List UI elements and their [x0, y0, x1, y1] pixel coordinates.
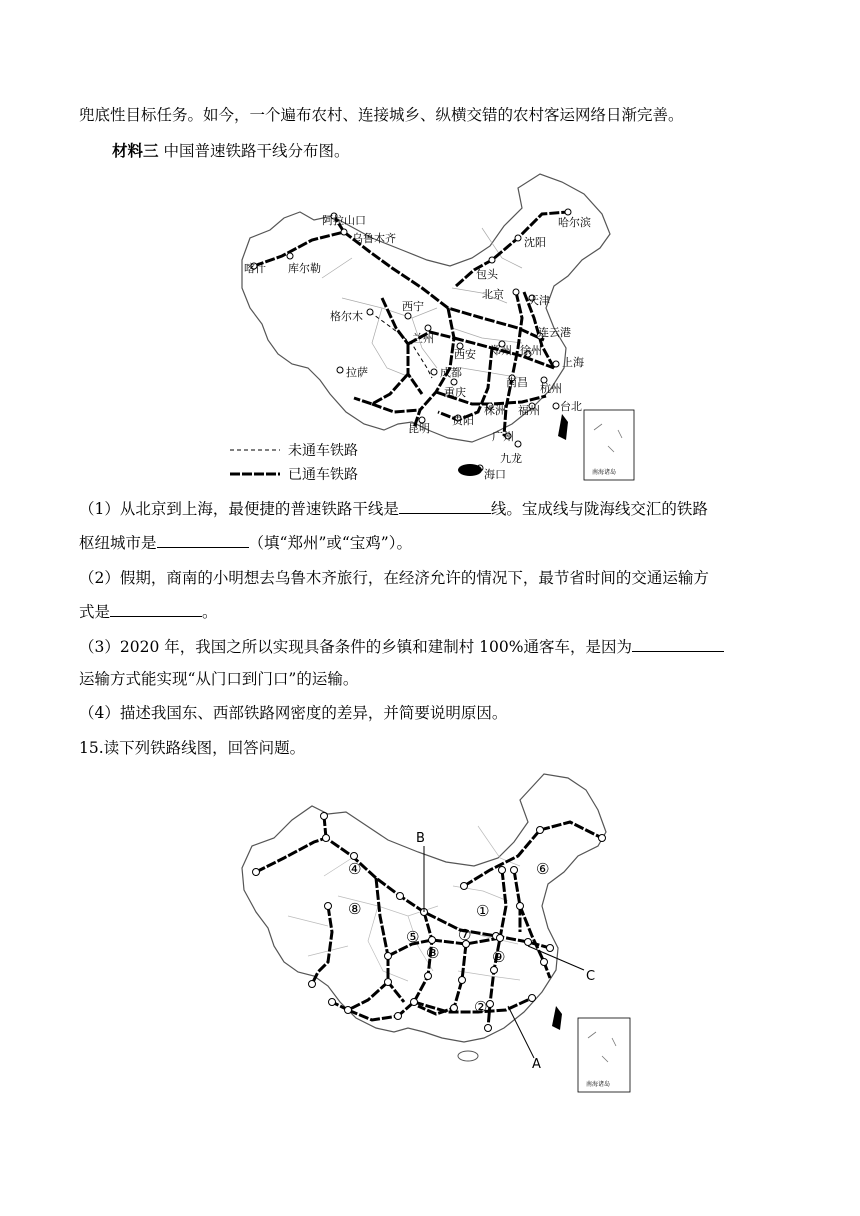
city-label: 成都	[440, 366, 462, 379]
taiwan-island	[558, 414, 568, 440]
route-marker-4: ④	[348, 860, 362, 878]
route-marker-3: ③	[426, 944, 440, 962]
pointer-label-b: B	[416, 831, 425, 846]
city-label: 喀什	[244, 262, 266, 275]
material-heading	[112, 140, 349, 162]
inset-label: 南海诸岛	[592, 469, 617, 476]
question-2-line-2	[79, 601, 218, 623]
question-4: （4）描述我国东、西部铁路网密度的差异，并简要说明原因。	[79, 704, 508, 722]
route-marker-2: ②	[474, 998, 488, 1016]
q1-blank-1[interactable]	[399, 499, 491, 514]
unopened-railway	[370, 312, 432, 378]
city-label: 沈阳	[524, 236, 546, 249]
route-marker-9: ⑨	[492, 948, 506, 966]
q1-blank-2[interactable]	[157, 533, 249, 548]
railway-map-2	[228, 766, 638, 1096]
question-1-line-1	[79, 498, 708, 520]
route-marker-6: ⑥	[536, 860, 550, 878]
q2-text-b: 式是	[79, 603, 111, 621]
q1-text-b: 线。宝成线与陇海线交汇的铁路	[490, 500, 708, 518]
material-label: 材料三	[112, 141, 159, 160]
city-label: 上海	[562, 356, 584, 369]
hainan-island	[458, 464, 482, 476]
city-label: 北京	[482, 288, 504, 301]
inset-label-2: 南海诸岛	[586, 1081, 611, 1088]
city-label: 连云港	[538, 326, 571, 339]
railway-map-1	[222, 168, 642, 488]
material-caption: 中国普速铁路干线分布图。	[163, 142, 350, 160]
city-label: 九龙	[500, 452, 522, 465]
city-label: 乌鲁木齐	[352, 232, 396, 245]
city-label: 格尔木	[330, 310, 363, 323]
city-label: 株洲	[484, 404, 506, 417]
question-1-line-2	[79, 532, 412, 554]
route-marker-1: ①	[476, 902, 490, 920]
city-label: 包头	[476, 268, 498, 281]
pointer-label-c: C	[586, 969, 596, 984]
route-marker-5: ⑤	[406, 928, 420, 946]
city-label: 西宁	[402, 300, 424, 313]
q2-text-c: 。	[202, 603, 218, 621]
question-2-line-1: （2）假期，商南的小明想去乌鲁木齐旅行，在经济允许的情况下，最节省时间的交通运输方	[79, 569, 709, 587]
route-marker-8: ⑧	[348, 900, 362, 918]
legend-opened-label: 已通车铁路	[288, 467, 358, 483]
city-label: 南昌	[506, 376, 528, 389]
pointer-label-a: A	[532, 1057, 541, 1072]
city-label: 重庆	[444, 386, 466, 399]
city-label: 兰州	[412, 332, 434, 345]
route-marker-7: ⑦	[458, 926, 472, 944]
railway-map-1-svg	[222, 168, 642, 488]
city-label: 徐州	[520, 344, 542, 357]
city-label: 郑州	[490, 344, 512, 357]
hainan-island-2	[458, 1051, 478, 1061]
opened-railways	[254, 212, 568, 436]
q3-text-a: （3）2020 年，我国之所以实现具备条件的乡镇和建制村 100%通客车，是因为	[79, 638, 632, 656]
city-label: 库尔勒	[288, 262, 321, 275]
city-label: 拉萨	[346, 366, 368, 379]
intro-text: 兜底性目标任务。如今，一个遍布农村、连接城乡、纵横交错的农村客运网络日渐完善。	[79, 106, 684, 124]
q1-text-d: （填“郑州”或“宝鸡”）。	[248, 534, 412, 552]
railway-map-2-svg	[228, 766, 638, 1096]
taiwan-island-2	[552, 1006, 562, 1030]
question-15-title: 15.读下列铁路线图，回答问题。	[79, 739, 306, 757]
city-label: 西安	[454, 348, 476, 361]
city-label: 天津	[528, 294, 550, 307]
question-3-line-2: 运输方式能实现“从门口到门口”的运输。	[79, 670, 359, 688]
question-3-line-1	[79, 636, 724, 658]
q1-text-c: 枢纽城市是	[79, 534, 157, 552]
q3-blank[interactable]	[632, 637, 724, 652]
city-label: 杭州	[540, 382, 562, 395]
city-label: 海口	[484, 468, 506, 481]
legend-unopened-label: 未通车铁路	[288, 443, 358, 459]
q1-text-a: （1）从北京到上海，最便捷的普速铁路干线是	[79, 500, 399, 518]
city-label: 广州	[492, 430, 514, 443]
city-label: 哈尔滨	[558, 216, 591, 229]
q2-blank[interactable]	[110, 602, 202, 617]
city-label: 福州	[518, 404, 540, 417]
city-label: 阿拉山口	[322, 214, 366, 227]
city-label: 昆明	[408, 422, 430, 435]
railways-2	[256, 816, 602, 1028]
city-label: 贵阳	[452, 414, 474, 427]
city-label: 台北	[560, 400, 582, 413]
